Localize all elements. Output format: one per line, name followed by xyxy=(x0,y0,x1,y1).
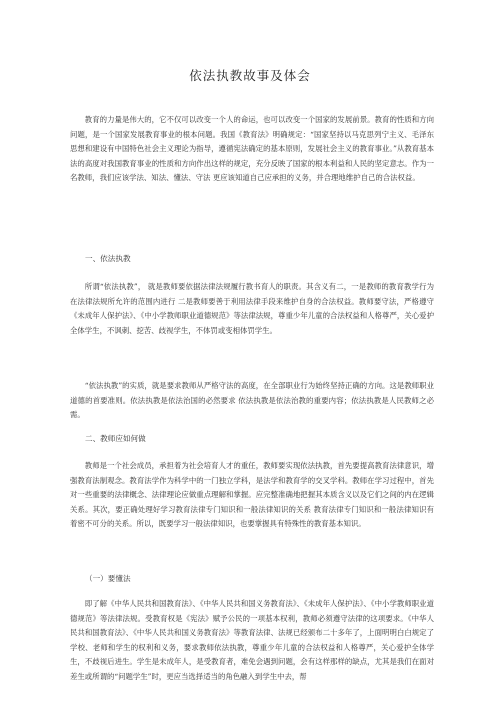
section-heading-1: 一、依法执教 xyxy=(85,254,131,263)
intro-paragraph: 教育的力量是伟大的，它不仅可以改变一个人的命运，也可以改变一个国家的发展前景。教育的性质和方向问题，是一个国家发展教育事业的根本问题。我国《教育法》明确规定：“国家坚持以马克思列宁主义、毛泽东思想和建设有中国特色社会主义理论为指导，遵循宪法确定的基本原则，发展社会主义的教育事业。”从教育基本法的高度对我国教育事业的性质和方向作出这样的规定，充分反映了国家的根本利益和人民的坚定意志。作为一名教师，我们应该学法、知法、懂法、守法 更应该知道自己应承担的义务，并合理地维护自己的合法权益。 xyxy=(70,115,434,183)
paragraph-3: 教师是一个社会成员，承担着为社会培育人才的重任，教师要实现依法执教，首先要提高教育法律意识，增强教育法制观念。教育法学作为科学中的一门独立学科，是法学和教育学的交叉学科。教师在学习过程中，首先对一些重要的法律概念、法律理论应做重点理解和掌握。应完整准确地把握其本质含义以及它们之间的内在逻辑关系。其次，要正确处理好学习教育法律专门知识和一般法律知识的关系 教育法律专门知识和一般法律知识有着密不可分的关系。所以，既要学习一般法律知识，也要掌握具有特殊性的教育基本知识。 xyxy=(70,461,434,529)
paragraph-1: 所谓“依法执教”， 就是教师要依据法律法规履行教书育人的职责。其含义有二，一是教师的教育教学行为在法律法规所允许的范围内进行 二是教师要善于利用法律手段来维护自身的合法权益。教师要守法，严格遵守《未成年人保护法》、《中小学教师职业道德规范》等法律法规，尊重少年儿童的合法权益和人格尊严，关心爱护全体学生，不讽刺、挖苦、歧视学生，不体罚或变相体罚学生。 xyxy=(70,282,434,335)
document-title: 依法执教故事及体会 xyxy=(189,68,311,83)
paragraph-4: 即了解《中华人民共和国教育法》、《中华人民共和国义务教育法》、《未成年人保护法》、《中小学教师职业道德规范》等法律法规。受教育权是《宪法》赋予公民的一项基本权利，教师必须遵守法律的这项要求。《中华人民共和国教育法》、《中华人民共和国义务教育法》等教育法律、法规已经颁布二十多年了，上面明明白白规定了学校、老师和学生的权利和义务，要求教师依法执教，尊重少年儿童的合法权益和人格尊严，关心爱护全体学生，不歧视后进生。学生是未成年人，是受教育者，难免会遇到问题，会有这样那样的缺点，尤其是我们在面对差生或所谓的“问题学生”时，更应当选择适当的角色融入到学生中去，帮 xyxy=(70,599,434,681)
paragraph-2: “依法执教”的实质，就是要求教师从严格守法的高度，在全部职业行为始终坚持正确的方向。这是教师职业道德的首要准则。依法执教是依法治国的必然要求 依法执教是依法治教的重要内容；依法执教是人民教师之必需。 xyxy=(70,381,434,420)
section-heading-3: （一）要懂法 xyxy=(85,574,131,583)
section-heading-2: 二、教师应如何做 xyxy=(85,434,146,443)
